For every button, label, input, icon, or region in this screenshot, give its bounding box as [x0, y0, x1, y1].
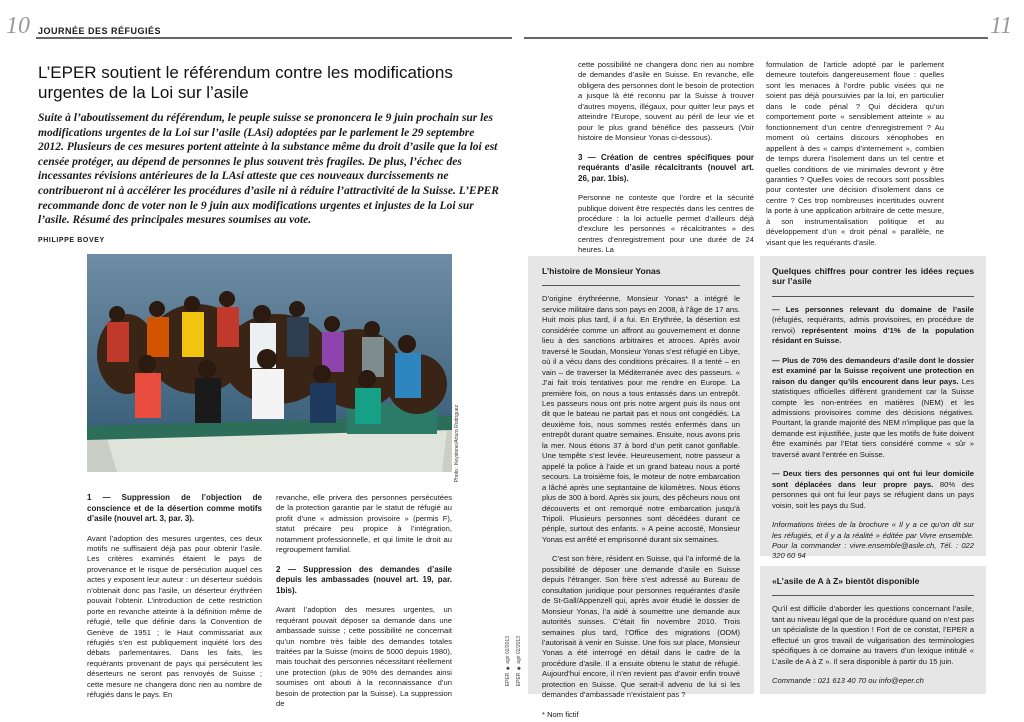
paragraph: Avant l’adoption des mesures urgentes, un requérant pouvait déposer sa demande dans une ambassade suisse ; cette possibilité ne concernait qu’un nombre très faible des demandes totales traitées par la Suisse (moins de 5000 depuis 1980), mais touchait des personnes nécessitant réellement une protection (plus de 90% des demandes ainsi soumises ont abouti à la reconnaissance d’un besoin de protection par la Suisse). La suppression de [276, 605, 452, 709]
subheading-1: 1 — Suppression de l’objection de conscience et de la désertion comme motifs d’asile (nouvel art. 3, par. 3). [87, 493, 262, 523]
footer-right: EPER ◆ agir 02/2013 [516, 636, 522, 687]
figure-item: — Les personnes relevant du domaine de l’asile (réfugiés, requérants, admis provisoires, en procédure de renvoi) représentent moins d’1% de la population résidant en Suisse. [772, 304, 974, 346]
paragraph: revanche, elle privera des personnes persécutées de la protection garantie par le statut de réfugié au profit d’une « admission provisoire » (permis F), statut précaire peu propice à l’intégration, notamment professionnelle, et qui limite le droit au regroupement familial. [276, 493, 452, 555]
article-photo [87, 254, 452, 472]
article-lead: Suite à l’aboutissement du référendum, le peuple suisse se prononcera le 9 juin prochain sur les modifications urgentes de la Loi sur l’asile (LAsi) adoptées par le parlement le 29 septembre 2012. Plusieurs de ces mesures portent atteinte à la substance même du droit d’asile que la loi est censée protéger, au dépend de personnes le plus souvent très fragiles. De plus, l’échec des incessantes révisions antérieures de la LAsi atteste que ces nouveaux durcissements ne contribueront ni à accélérer les procédures d’asile ni à réduire l’attractivité de la Suisse. L’EPER recommande donc de voter non le 9 juin aux modifications urgentes et injustes de la Loi sur l’asile. Résumé des principales mesures soumises au vote. [38, 112, 499, 227]
article-column-4 [766, 60, 944, 257]
section-label: JOURNÉE DES RÉFUGIÉS [38, 26, 162, 36]
paragraph: Qu’il est difficile d’aborder les questions concernant l’asile, tant au niveau légal que de la procédure quand on n’est pas un spécialiste de la question ! Fort de ce constat, l’EPER a effectué un gros travail de vulgarisation des terminologies spécifiques à ce domaine au travers d’un lexique intitulé « L’asile de A à Z ». Il sera disponible à partir du 15 juin. [772, 604, 974, 666]
paragraph: Avant l’adoption des mesures urgentes, ces deux motifs ne suffisaient déjà pas pour obtenir l’asile. Les critères examinés étaient le pays de provenance et le risque de persécution auquel ces actes y exposent leur auteur : un déserteur suédois n’obtenait donc pas l’asile, un déserteur érythréen pouvait l’obtenir. L’introduction de cette restriction porte en revanche atteinte à la définition même de réfugié, telle que définie dans la Convention de Genève de 1951 ; le Haut commissariat aux réfugiés s’en est publiquement inquiété lors des débats parlementaires. Dans les faits, les requérants provenant de pays qui persécutent les déserteurs ne seront pas renvoyés de Suisse ; cette mesure ne changera donc rien au nombre de réfugiés dans le pays. En [87, 533, 262, 700]
header-rule-left [36, 37, 512, 39]
brochure-note: Informations tirées de la brochure « Il y a ce qu’on dit sur les réfugiés, et il y a la réalité » éditée par Vivre ensemble. Pour la commander : vivre.ensemble@asile.ch, Tél. : 022 320 60 94 [772, 520, 974, 561]
asile-a-z-box [760, 566, 986, 694]
paragraph: cette possibilité ne changera donc rien au nombre de demandes d’asile en Suisse. En revanche, elle obligera des personnes dont le besoin de protection a jusque là été reconnu par la Suisse à trouver d’autres moyens, illégaux, pour quitter leur pays et atteindre l’Europe, souvent au péril de leur vie et pour le plus grand bénéfice des passeurs (Voir histoire de Monsieur Yonas ci-dessous). [578, 60, 754, 143]
refugee-boat-photo [87, 254, 452, 472]
figures-box-title: Quelques chiffres pour contrer les idées reçues sur l’asile [772, 266, 974, 287]
article-title: L’EPER soutient le référendum contre les modifications urgentes de la Loi sur l’asile [38, 63, 453, 102]
subheading-2: 2 — Suppression des demandes d’asile depuis les ambassades (nouvel art. 19, par. 1bis). [276, 564, 452, 595]
az-box-title: «L’asile de A à Z» bientôt disponible [772, 576, 920, 586]
article-column-2 [276, 493, 452, 719]
paragraph: C’est son frère, résident en Suisse, qui l’a informé de la possibilité de déposer une demande d’asile en Suisse depuis l’étranger. Son frère s’est adressé au Bureau de consultation juridique pour personnes requérantes d’asile de St-Gall/Appenzell qui, après avoir étudié le dossier de Monsieur Yonas, l’a aidé à soumettre une demande aux autorités suisses. C’était fin novembre 2010. Trois semaines plus tard, l’Office des migrations (ODM) l’autorisait à venir en Suisse. Une fois sur place, Monsieur Yonas a été interrogé en détail dans le cadre de la procédure d’asile. Il a ensuite obtenu le statut de réfugié. Aujourd’hui encore, il n’en revient pas d’avoir enfin trouvé protection en Suisse. Que serait-il advenu de lui si les demandes d’ambassade n’existaient pas ? [542, 554, 740, 700]
yonas-story-box [528, 256, 754, 719]
box-divider [772, 595, 974, 596]
box-divider [542, 285, 740, 286]
paragraph: formulation de l’article adopté par le parlement demeure toutefois dangereusement floue : quelles sont les menaces à l’ordre public visées qui ne soient pas déjà poursuivies par la loi, en particulier dans le code pénal ? Qui décidera qu’un comportement porte « sensiblement atteinte » au fonctionnement d’un centre d’enregistrement ? Au moment où certains discours xénophobes en appellent à des « camps d’internement », combien de temps durera l’isolement dans un tel centre et quelles conditions de vie minimales devront y être garanties ? Quelles voies de recours sont possibles pour contester une décision d’isolement dans ce centre ? Ces trop nombreuses incertitudes ouvrent la porte à une application arbitraire de cette mesure, à son instrumentalisation politique et au développement d’un « droit pénal » parallèle, ne visant que les requérants d’asile. [766, 60, 944, 247]
header-rule-right [524, 37, 988, 39]
figure-item: — Plus de 70% des demandeurs d’asile dont le dossier est examiné par la Suisse reçoivent une protection en raison du danger qu’ils encourent dans leur pays. Les statistiques officielles diffèrent grandement car la Suisse compte les non-entrées en matières (NEM) et les admissions provisoires comme des décisions négatives. Pourtant, la grande majorité des NEM n’implique pas que la demande est injustifiée, juste que les motifs de fuite doivent être examinés par l’Etat tiers considéré comme « sûr » traversé avant l’entrée en Suisse. [772, 355, 974, 459]
order-info: Commande : 021 613 40 70 ou info@eper.ch [772, 676, 924, 686]
article-column-3 [578, 60, 754, 265]
photo-credit: Photo : Keystone/Arturo Rodriguez [454, 405, 460, 483]
footnote: * Nom fictif [542, 709, 579, 719]
page-number-left: 10 [6, 13, 30, 39]
subheading-3: 3 — Création de centres spécifiques pour requérants d’asile récalcitrants (nouvel art. 26, par. 1bis). [578, 152, 754, 183]
page-number-right: 11 [990, 13, 1013, 39]
yonas-box-title: L’histoire de Monsieur Yonas [542, 266, 661, 276]
paragraph: Personne ne conteste que l’ordre et la sécurité publique doivent être respectés dans les centres de procédure : la loi actuelle permet d’ailleurs déjà d’exclure les personnes « récalcitrantes » des centres d’enregistrement pour une durée de 24 heures. La [578, 193, 754, 255]
paragraph: D’origine érythréenne, Monsieur Yonas* a intégré le service militaire dans son pays en 2008, à l’âge de 17 ans. Huit mois plus tard, il a fui. En Erythrée, la désertion est considérée comme un affront au gouvernement et donne lieu à des sanctions arbitraires et atroces. Après avoir traversé le Soudan, Monsieur Yonas s’est réfugié en Libye, où il a vécu dans des conditions précaires. Il a tenté – en vain – de traverser la Méditerranée avec des passeurs. « J’ai fait trois tentatives pour me rendre en Europe. La première fois, on nous a tous entassés dans un entrepôt. Les passeurs nous ont pris notre argent puis ils nous ont dit que le bateau ne partait pas et nous ont congédiés. La deuxième fois, nous sommes restés enfermés dans un entrepôt durant quatre semaines. Ensuite, nous avons pris la mer. Nous étions 37 à bord d’un petit canot gonflable. Une tempête s’est levée. Heureusement, notre passeur a appelé la police à l’aide et un grand bateau nous a porté secours. La troisième fois, le moteur de notre embarcation a lâché après une septantaine de kilomètres. Nous étions plus de 300 à bord. Après six jours, des pêcheurs nous ont découverts et ont remorqué notre embarcation jusqu’à Tripoli. Plusieurs personnes sont décédées durant ce périple, surtout des enfants. » A peine accosté, Monsieur Yonas est arrêté et emprisonné durant six semaines. [542, 294, 740, 544]
footer-left: EPER ◆ agir 02/2013 [505, 636, 511, 687]
figure-item: — Deux tiers des personnes qui ont fui leur domicile sont déplacées dans leur propre pays. 80% des personnes qui ont fui leur pays se réfugient dans un pays voisin, soit les pays du Sud. [772, 469, 974, 510]
article-author: PHILIPPE BOVEY [38, 237, 105, 244]
article-column-1 [87, 493, 262, 710]
box-divider [772, 296, 974, 297]
figures-box [760, 256, 986, 561]
